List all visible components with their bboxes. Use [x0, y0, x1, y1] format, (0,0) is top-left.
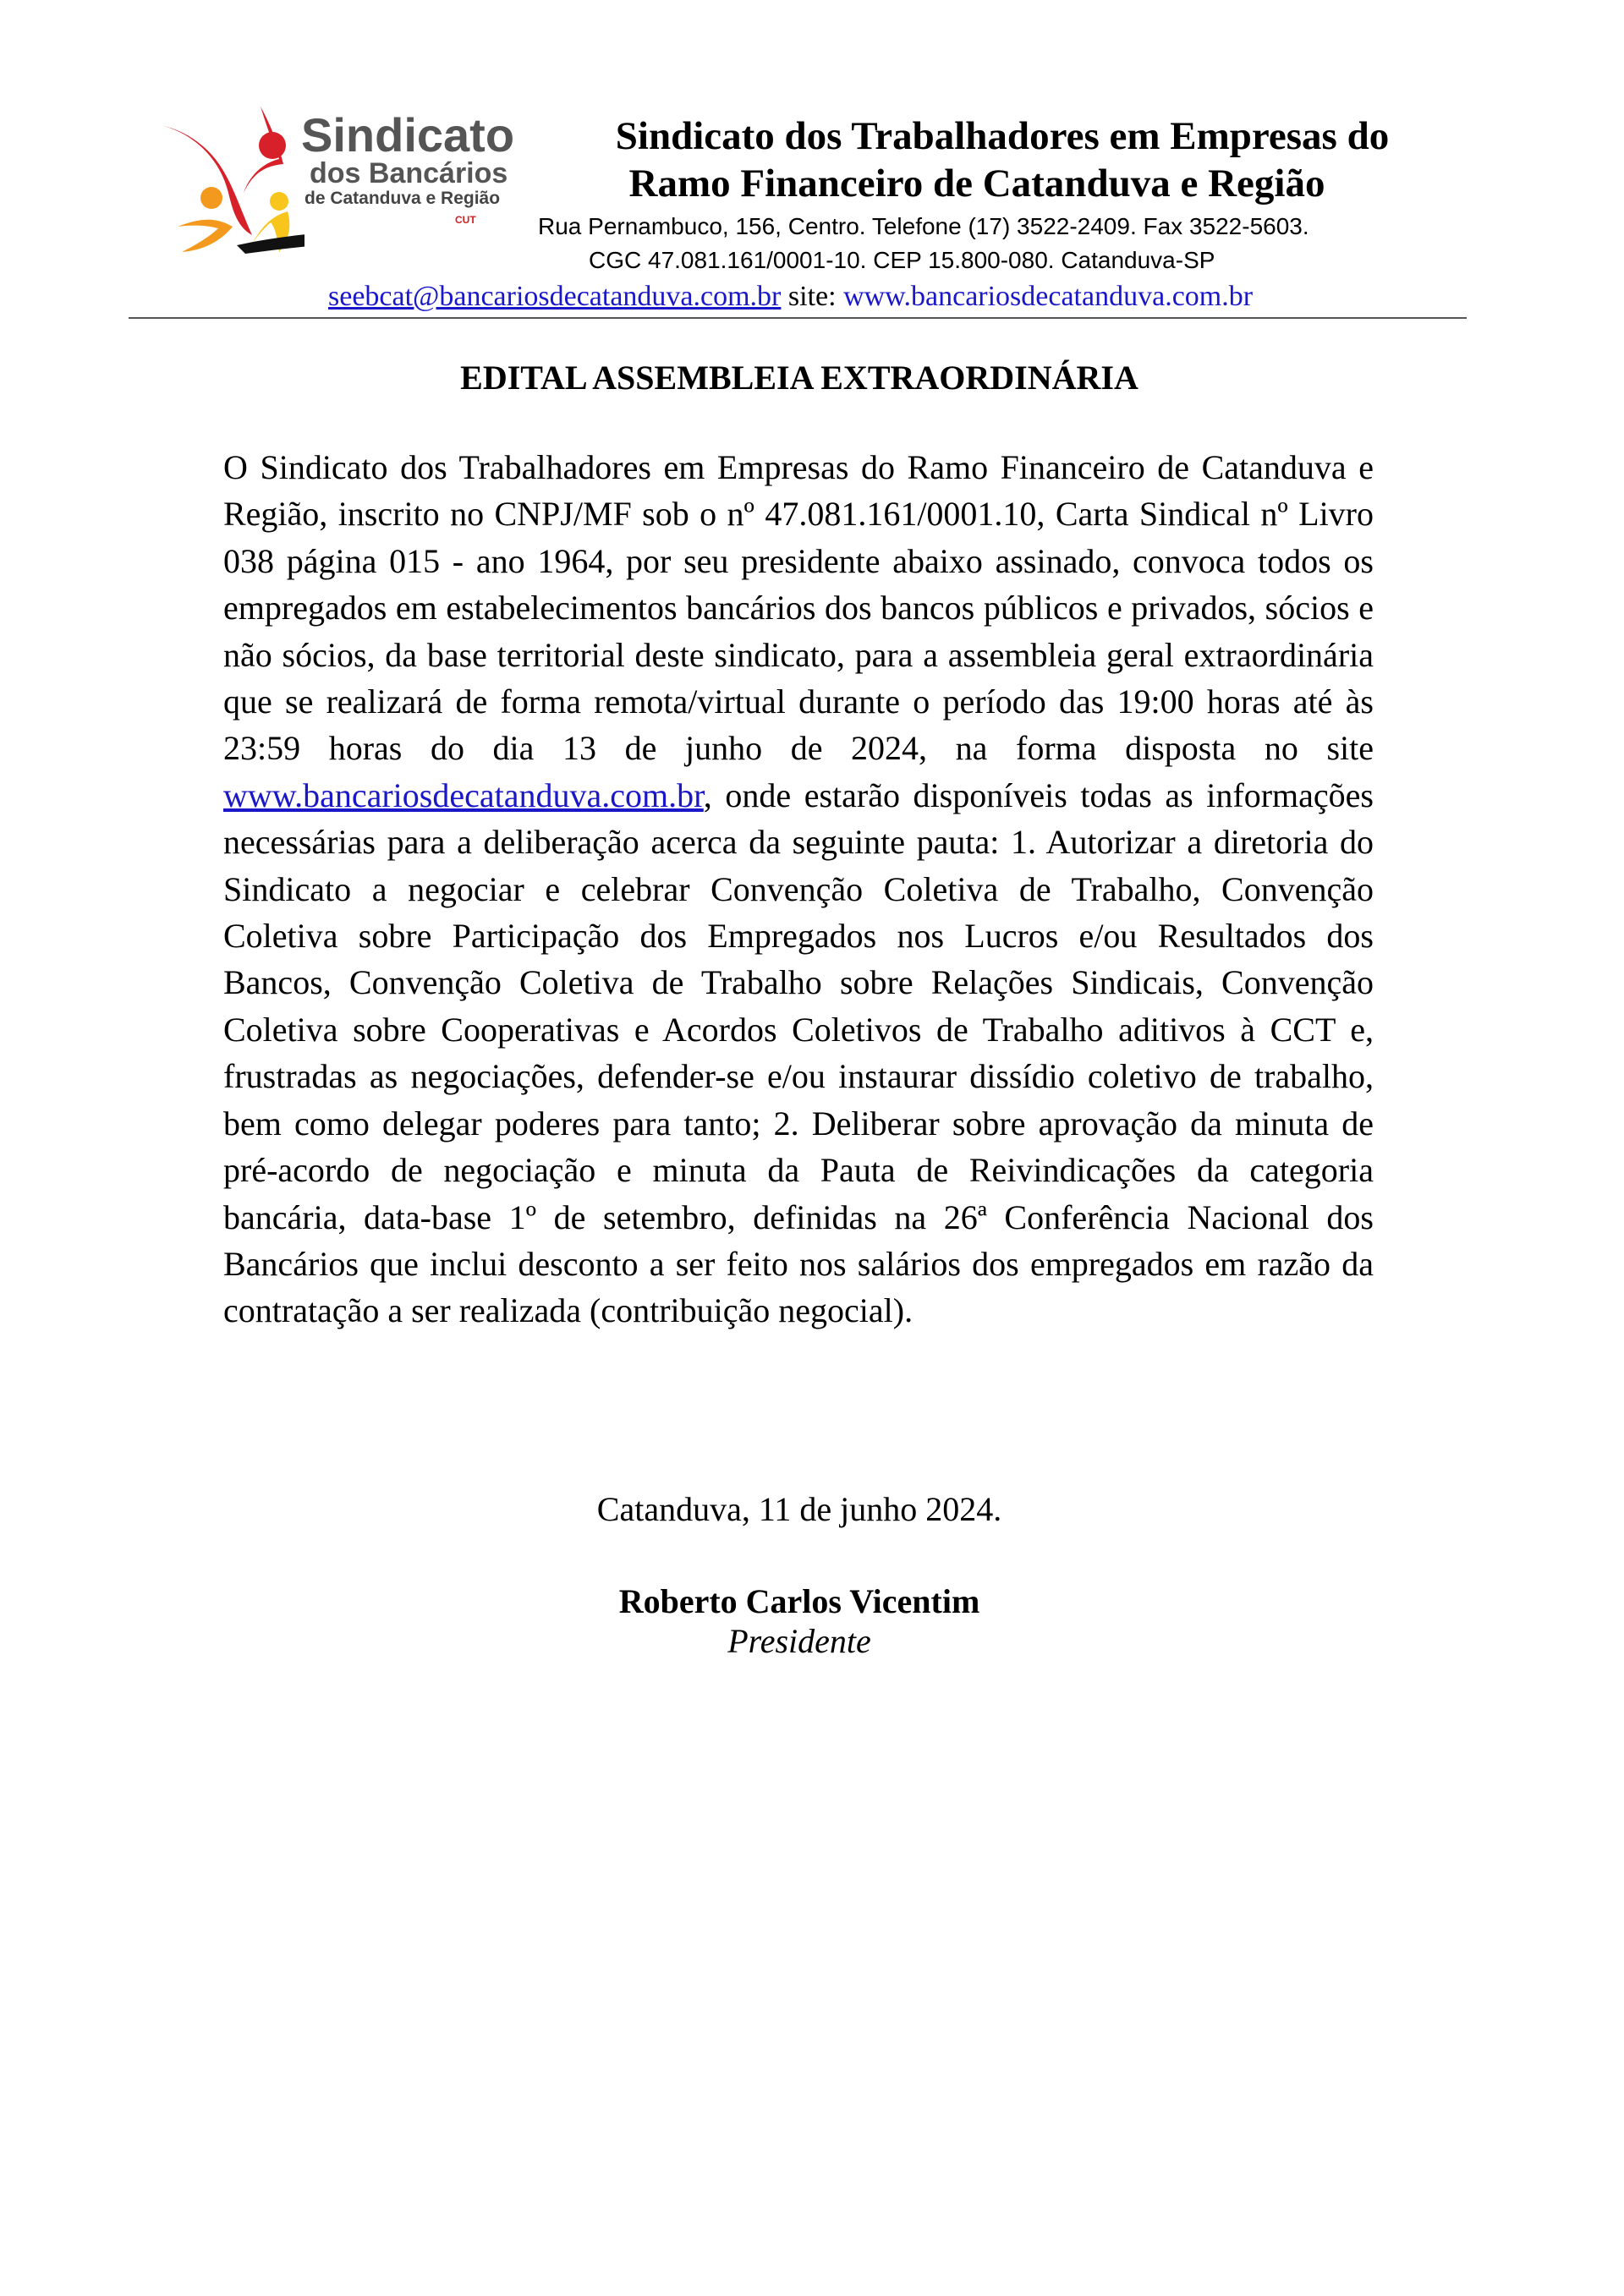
- place-date: Catanduva, 11 de junho 2024.: [596, 1490, 1002, 1528]
- logo-word-region: de Catanduva e Região: [304, 189, 501, 208]
- document-body: [223, 444, 1374, 1334]
- org-title-line2: Ramo Financeiro de Catanduva e Região: [628, 162, 1325, 205]
- logo-badge-cut: CUT: [455, 214, 476, 226]
- body-text-part2: , onde estarão disponíveis todas as informações necessárias para a deliberação acerca da seguinte pauta: 1. Autorizar a diretoria do Sindicato a negociar e celebrar Convenção Coletiva de Trabalho, Convenção Coletiva sobre Participação dos Empregados nos Lucros e/ou Resultados dos Bancos, Convenção Coletiva de Trabalho sobre Relações Sindicais, Convenção Coletiva sobre Cooperativas e Acordos Coletivos de Trabalho aditivos à CCT e, frustradas as negociações, defender-se e/ou instaurar dissídio coletivo de trabalho, bem como delegar poderes para tanto; 2. Deliberar sobre aprovação da minuta de pré-acordo de negociação e minuta da Pauta de Reivindicações da categoria bancária, data-base 1º de setembro, definidas na 26ª Conferência Nacional dos Bancários que inclui desconto a ser feito nos salários dos empregados em razão da contratação a ser realizada (contribuição negocial).: [223, 775, 1374, 1330]
- header-divider: [129, 317, 1467, 319]
- signer-name: Roberto Carlos Vicentim: [618, 1582, 980, 1620]
- email-link[interactable]: seebcat@bancariosdecatanduva.com.br: [328, 281, 782, 312]
- site-label: site:: [781, 281, 844, 312]
- logo-word-bancarios: dos Bancários: [310, 157, 508, 189]
- contact-line: [328, 280, 1253, 314]
- document-title: EDITAL ASSEMBLEIA EXTRAORDINÁRIA: [460, 359, 1138, 397]
- union-logo: [152, 100, 524, 256]
- address-line1: Rua Pernambuco, 156, Centro. Telefone (17) 3522-2409. Fax 3522-5603.: [538, 213, 1309, 239]
- union-logo-figures-icon: [152, 100, 304, 256]
- site-link[interactable]: www.bancariosdecatanduva.com.br: [843, 281, 1254, 312]
- signer-role: Presidente: [727, 1622, 871, 1660]
- org-title-line1: Sindicato dos Trabalhadores em Empresas do: [615, 114, 1390, 158]
- body-text-part1: O Sindicato dos Trabalhadores em Empresas do Ramo Financeiro de Catanduva e Região, inscrito no CNPJ/MF sob o nº 47.081.161/0001.10, Carta Sindical nº Livro 038 página 015 - ano 1964, por seu presidente abaixo assinado, convoca todos os empregados em estabelecimentos bancários dos bancos públicos e privados, sócios e não sócios, da base territorial deste sindicato, para a assembleia geral extraordinária que se realizará de forma remota/virtual durante o período das 19:00 horas até às 23:59 horas do dia 13 de junho de 2024, na forma disposta no site: [223, 448, 1374, 768]
- address-line2: CGC 47.081.161/0001-10. CEP 15.800-080. Catanduva-SP: [589, 247, 1215, 273]
- body-site-link[interactable]: www.bancariosdecatanduva.com.br: [223, 775, 704, 814]
- logo-word-sindicato: Sindicato: [301, 108, 515, 162]
